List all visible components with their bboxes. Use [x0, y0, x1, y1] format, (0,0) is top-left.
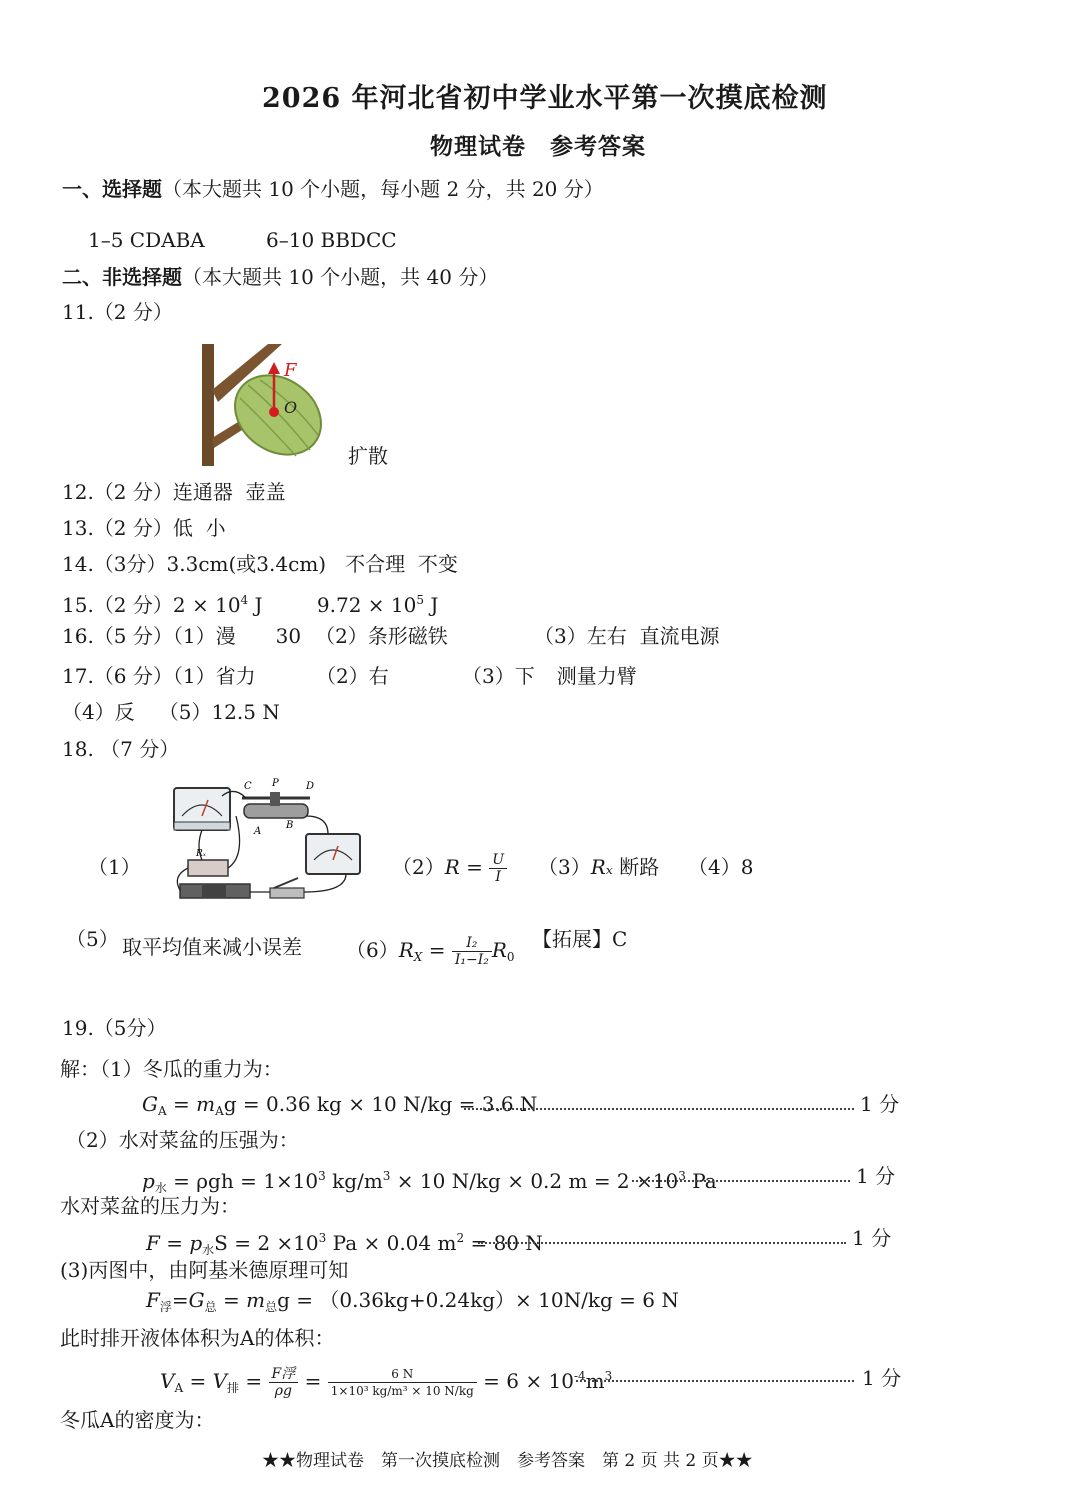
q19-part-3c: 冬瓜A的密度为： [60, 1408, 215, 1432]
wire-5 [304, 874, 346, 892]
q19-eq5-exp2: 3 [604, 1369, 613, 1383]
q14-answer-3: 不变 [417, 552, 458, 576]
q19-part-3b: 此时排开液体体积为A的体积： [60, 1326, 335, 1350]
section2-heading: 二、非选择题 [62, 265, 182, 289]
q18-part-6-line [346, 935, 515, 969]
switch-base [270, 888, 304, 898]
q19-eq4-b: =G [171, 1288, 205, 1312]
tree-trunk [202, 344, 214, 466]
q18-part-1: （1） [88, 855, 141, 879]
q19-eq3-b: S = 2 ×10 [214, 1231, 319, 1255]
label-a: A [254, 826, 262, 837]
q18-extension: 【拓展】C [532, 927, 628, 951]
q19-eq1-mid: = m [166, 1092, 216, 1116]
q14-answer-2: 不合理 [345, 552, 406, 576]
q16-part-1: （1）漫 [172, 624, 236, 648]
q19-eq3-exp1: 3 [318, 1231, 327, 1245]
q18-part-5-text: 取平均值来减小误差 [122, 935, 302, 959]
q16-part-3: （3）左右 [534, 624, 627, 648]
force-arrow-head [268, 362, 280, 374]
q18-part-6-den: I₁−I₂ [454, 952, 489, 968]
q19-eq1-leader [464, 1108, 854, 1110]
q16-part-3b: 直流电源 [639, 624, 720, 648]
q18-part-3-rx: Rₓ [590, 855, 613, 879]
q19-eq2-c: × 10 N/kg × 0.2 m = 2 ×10 [390, 1169, 679, 1193]
label-c: C [244, 781, 252, 792]
q19-eq3-exp2: 2 [456, 1231, 465, 1245]
q12-answer-1: 连通器 [172, 480, 233, 504]
q18-part-2-lhs: R = [444, 855, 483, 879]
q19-eq3-d: = 80 N [464, 1231, 543, 1255]
page-footer: ★★物理试卷 第一次摸底检测 参考答案 第 2 页 共 2 页★★ [262, 1451, 753, 1471]
q18-part-5-label: （5） [66, 927, 119, 951]
q14-label: 14.（3分） [62, 552, 167, 576]
section2-heading-line [62, 265, 498, 289]
q15-line [62, 588, 438, 617]
q13-answer-1: 低 [172, 516, 193, 540]
q19-part-2: （2）水对菜盆的压强为： [66, 1128, 299, 1152]
q18-part-2-fraction [489, 852, 507, 885]
rheostat-coil [244, 804, 308, 818]
q18-circuit-figure [166, 776, 366, 908]
q15-answer-1-unit: J [248, 593, 263, 617]
q19-eq1-mid-sub: A [215, 1104, 224, 1118]
q18-part-6-eq: = [422, 938, 446, 962]
q19-part-2b: 水对菜盆的压力为： [60, 1194, 240, 1218]
meter-left-base [174, 822, 230, 830]
q19-eq2-exp2: 3 [382, 1169, 391, 1183]
q19-eq2-p: p [142, 1169, 155, 1193]
q18-part-6: （6） [346, 938, 399, 962]
q15-answer-1-base: 2 × 10 [172, 593, 241, 617]
q15-answer-2-exp: 5 [416, 593, 425, 607]
q19-eq5-fraction-2 [328, 1366, 477, 1399]
q19-eq4-a: F [146, 1288, 160, 1312]
q18-part-4: （4）8 [688, 855, 754, 879]
q19-eq3-a: F = p [146, 1231, 203, 1255]
q18-part-3: （3） [538, 855, 591, 879]
meter-right [306, 834, 360, 874]
q11-answer: 扩散 [348, 444, 388, 468]
q16-part-3-line [534, 624, 719, 648]
q19-eq3-sub: 水 [202, 1243, 215, 1257]
q19-eq1-g: G [142, 1092, 158, 1116]
q18-part-6-lhs: R [398, 938, 414, 962]
q12-line [62, 480, 286, 504]
mc-answers-1-5: 1–5 CDABA [88, 228, 205, 252]
q16-part-1b: 30 [275, 624, 302, 648]
rheostat-slider [270, 792, 280, 806]
q17-part-3b: 测量力臂 [556, 664, 637, 688]
q19-eq5-score: 1 分 [862, 1366, 902, 1390]
q19-eq1-g-sub: A [157, 1104, 167, 1118]
q13-line [62, 516, 226, 540]
q18-part-6-tail-sub: 0 [506, 950, 515, 964]
q19-eq5-f1-den: ρg [274, 1383, 292, 1399]
q19-eq2-b: kg/m [325, 1169, 383, 1193]
q18-part-6-fraction [452, 935, 492, 968]
q19-eq5-e: = 6 × 10 [476, 1369, 574, 1393]
q19-eq2-p-sub: 水 [154, 1181, 167, 1195]
q19-eq4-d: g = （0.36kg+0.24kg）× 10N/kg = 6 N [277, 1288, 679, 1312]
q17-part-2: （2）右 [316, 664, 389, 688]
q19-eq4-sub2: 总 [204, 1300, 217, 1314]
center-point [269, 407, 279, 417]
section2-note: （本大题共 10 个小题，共 40 分） [182, 265, 499, 289]
q11-label: 11.（2 分） [62, 300, 173, 324]
q18-label: 18. （7 分） [62, 737, 180, 761]
q16-line [62, 624, 448, 648]
label-b: B [286, 820, 294, 831]
q13-label: 13.（2 分） [62, 516, 173, 540]
q19-eq2-exp1: 3 [318, 1169, 326, 1183]
q19-eq5-f2-den: 1×10³ kg/m³ × 10 N/kg [330, 1384, 474, 1398]
q19-eq4-sub1: 浮 [159, 1300, 172, 1314]
page-subtitle: 物理试卷 参考答案 [430, 133, 646, 160]
q14-answer-1: 3.3cm(或3.4cm) [166, 552, 327, 576]
q17-part-3: （3）下 [462, 664, 535, 688]
q13-answer-2: 小 [205, 516, 226, 540]
q19-eq5-b: = V [183, 1369, 228, 1393]
q18-part-3-line [538, 855, 659, 879]
q19-eq4-c: = m [216, 1288, 266, 1312]
q19-eq1-tail: g = 0.36 kg × 10 N/kg = 3.6 N [223, 1092, 538, 1116]
q18-part-6-num: I₂ [452, 935, 492, 952]
q19-eq2-leader [632, 1180, 850, 1182]
q17-part-1: （1）省力 [172, 664, 256, 688]
q17-line-1 [62, 664, 256, 688]
q15-answer-1-exp: 4 [240, 593, 249, 607]
q18-part-6-lhs-sub: X [413, 950, 423, 964]
section1-heading-line [62, 177, 604, 201]
q19-eq5-f: m [585, 1369, 605, 1393]
section1-note: （本大题共 10 个小题，每小题 2 分，共 20 分） [162, 177, 604, 201]
q19-eq4 [146, 1288, 679, 1319]
mc-answers-6-10: 6–10 BBDCC [266, 228, 397, 252]
q19-eq3 [146, 1226, 543, 1262]
q19-intro: 解：（1）冬瓜的重力为： [60, 1057, 283, 1081]
wire-3 [306, 816, 328, 834]
q19-eq5-f2-num: 6 N [328, 1366, 477, 1383]
force-label: F [284, 360, 297, 381]
section1-heading: 一、选择题 [62, 177, 162, 201]
q19-eq5-fraction-1 [269, 1366, 299, 1399]
q19-eq5-sub2: 排 [227, 1381, 240, 1395]
switch-lever [274, 878, 298, 888]
q19-eq2-score: 1 分 [856, 1164, 896, 1188]
label-p: P [272, 778, 279, 789]
q18-part-3-text: 断路 [619, 855, 660, 879]
q12-answer-2: 壶盖 [245, 480, 286, 504]
q19-eq5-leader [576, 1380, 854, 1382]
q19-eq5 [160, 1364, 612, 1400]
q17-line-2 [62, 700, 280, 724]
resistor-rx [188, 860, 228, 876]
q19-eq5-c: = [239, 1369, 263, 1393]
q17-label: 17.（6 分） [62, 664, 173, 688]
q14-line [62, 552, 458, 576]
q19-eq2-exp3: 3 [678, 1169, 686, 1183]
q16-part-2: （2）条形磁铁 [315, 624, 448, 648]
q18-part-2-den: I [495, 869, 501, 885]
q18-part-2-num: U [489, 852, 507, 869]
q19-eq1-score: 1 分 [860, 1092, 900, 1116]
tree-branch-low [212, 422, 242, 448]
q19-eq5-exp1: -4 [573, 1369, 586, 1383]
battery-cell [202, 884, 226, 898]
q19-eq5-a: V [160, 1369, 175, 1393]
q19-eq5-f1-num: F浮 [269, 1366, 299, 1383]
q19-part-3: (3)丙图中，由阿基米德原理可知 [60, 1258, 349, 1282]
q19-eq2-a: = ρgh = 1×10 [166, 1169, 319, 1193]
q19-label: 19.（5分） [62, 1016, 167, 1040]
q15-answer-2-unit: J [424, 593, 439, 617]
point-o-label: O [284, 398, 298, 417]
q16-label: 16.（5 分） [62, 624, 173, 648]
q18-part-6-tail: R [491, 938, 507, 962]
q19-eq5-sub1: A [174, 1381, 184, 1395]
q18-part-2: （2） [392, 855, 445, 879]
q19-eq4-sub3: 总 [265, 1300, 278, 1314]
q17-part-3-line [462, 664, 637, 688]
q15-label: 15.（2 分） [62, 593, 173, 617]
q17-part-4: （4）反 [62, 700, 135, 724]
q11-melon-figure [198, 340, 333, 468]
q19-eq5-d: = [298, 1369, 322, 1393]
page-title: 2026 年河北省初中学业水平第一次摸底检测 [262, 83, 828, 114]
q19-eq3-c: Pa × 0.04 m [326, 1231, 457, 1255]
q12-label: 12.（2 分） [62, 480, 173, 504]
label-rx: Rₓ [196, 849, 206, 859]
q19-eq3-leader [478, 1242, 846, 1244]
q19-eq3-score: 1 分 [852, 1226, 892, 1250]
q18-part-2-line [392, 852, 507, 885]
q17-part-5: （5）12.5 N [158, 700, 280, 724]
label-d: D [306, 781, 315, 792]
q19-eq2-d: Pa [685, 1169, 717, 1193]
q15-answer-2-base: 9.72 × 10 [316, 593, 417, 617]
